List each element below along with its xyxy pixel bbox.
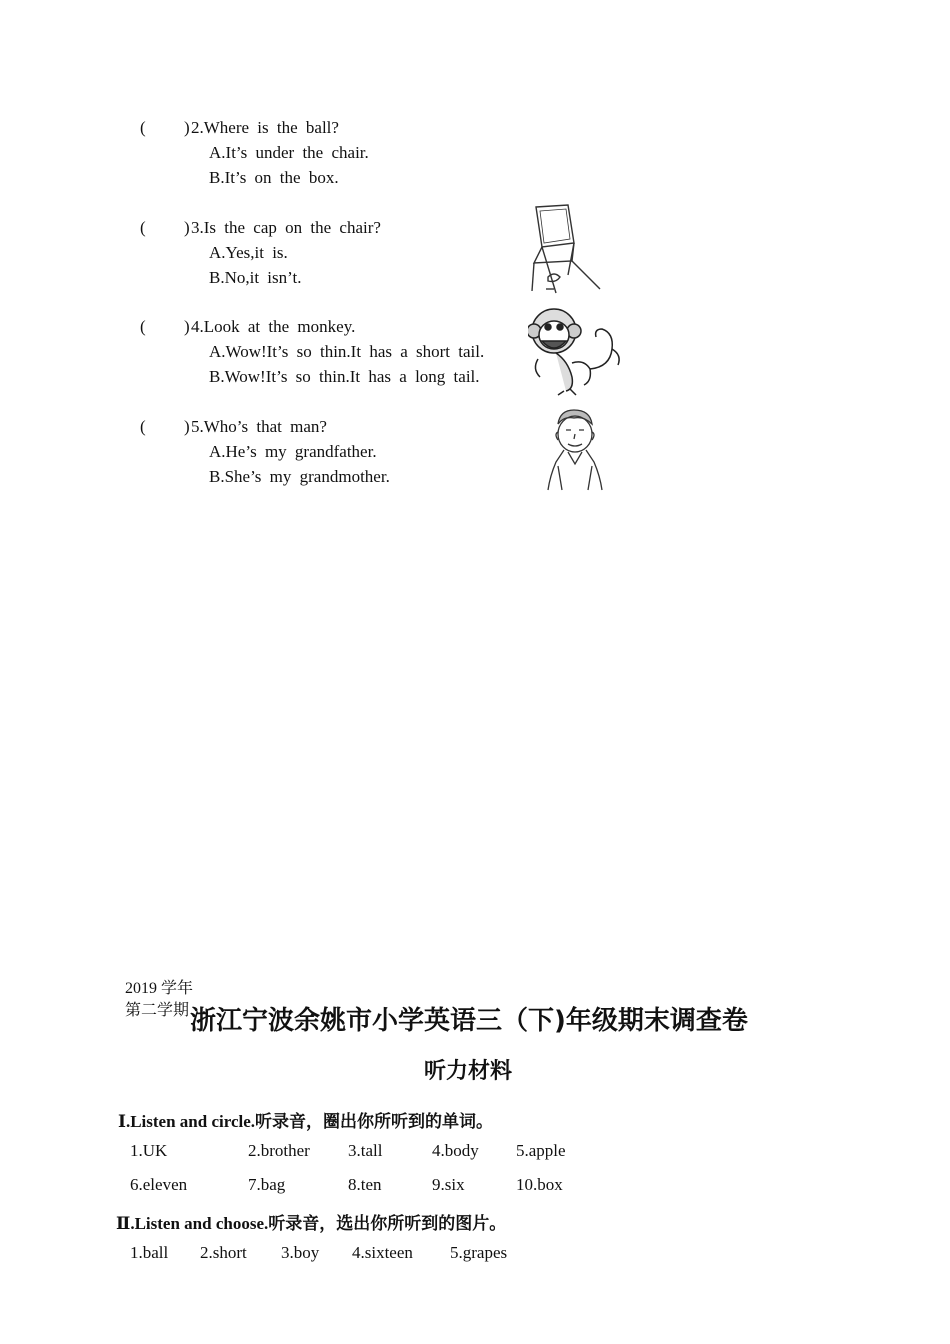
answer-paren-close: )	[184, 118, 190, 137]
answer-paren-open: (	[140, 218, 146, 237]
option-a: A.Yes,it is.	[209, 243, 288, 262]
word-item: 8.ten	[348, 1175, 382, 1194]
option-a: A.He’s my grandfather.	[209, 442, 377, 461]
option-b: B.Wow!It’s so thin.It has a long tail.	[209, 367, 480, 386]
question-text: 2.Where is the ball?	[191, 118, 339, 137]
option-b: B.It’s on the box.	[209, 168, 339, 187]
answer-paren-open: (	[140, 317, 146, 336]
page-title: 浙江宁波余姚市小学英语三（下)年级期末调查卷	[190, 1006, 748, 1036]
section-1-heading	[118, 1107, 493, 1132]
word-item: 5.apple	[516, 1141, 566, 1160]
question-text: 5.Who’s that man?	[191, 417, 327, 436]
word-item: 9.six	[432, 1175, 465, 1194]
word-item: 10.box	[516, 1175, 563, 1194]
answer-paren-close: )	[184, 417, 190, 436]
option-b: B.She’s my grandmother.	[209, 467, 390, 486]
section-2-heading	[116, 1209, 506, 1234]
option-b: B.No,it isn’t.	[209, 268, 302, 287]
answer-paren-close: )	[184, 218, 190, 237]
monkey-icon	[528, 303, 628, 398]
word-item: 4.body	[432, 1141, 479, 1160]
section-1-instruction: 听录音，圈出你所听到的单词。	[255, 1112, 494, 1132]
word-item: 2.brother	[248, 1141, 310, 1160]
option-a: A.It’s under the chair.	[209, 143, 369, 162]
word-item: 5.grapes	[450, 1243, 508, 1262]
answer-paren-open: (	[140, 118, 146, 137]
word-item: 4.sixteen	[352, 1243, 413, 1262]
chair-icon	[528, 203, 608, 295]
word-item: 1.UK	[130, 1141, 168, 1160]
section-2-instruction: 听录音，选出你所听到的图片。	[268, 1214, 507, 1234]
answer-paren-close: )	[184, 317, 190, 336]
word-item: 7.bag	[248, 1175, 286, 1194]
semester: 第二学期	[125, 1002, 190, 1019]
question-text: 4.Look at the monkey.	[191, 317, 356, 336]
word-item: 6.eleven	[130, 1175, 188, 1194]
word-item: 3.boy	[281, 1243, 320, 1262]
school-year: 2019 学年	[125, 980, 194, 997]
word-item: 1.ball	[130, 1243, 169, 1262]
word-item: 2.short	[200, 1243, 247, 1262]
word-item: 3.tall	[348, 1141, 383, 1160]
section-2-label: Ⅱ.Listen and choose.	[116, 1214, 269, 1233]
question-text: 3.Is the cap on the chair?	[191, 218, 381, 237]
section-1-label: Ⅰ.Listen and circle.	[118, 1112, 256, 1131]
option-a: A.Wow!It’s so thin.It has a short tail.	[209, 342, 485, 361]
answer-paren-open: (	[140, 417, 146, 436]
page-subtitle: 听力材料	[424, 1059, 513, 1084]
grandfather-icon	[544, 406, 606, 492]
